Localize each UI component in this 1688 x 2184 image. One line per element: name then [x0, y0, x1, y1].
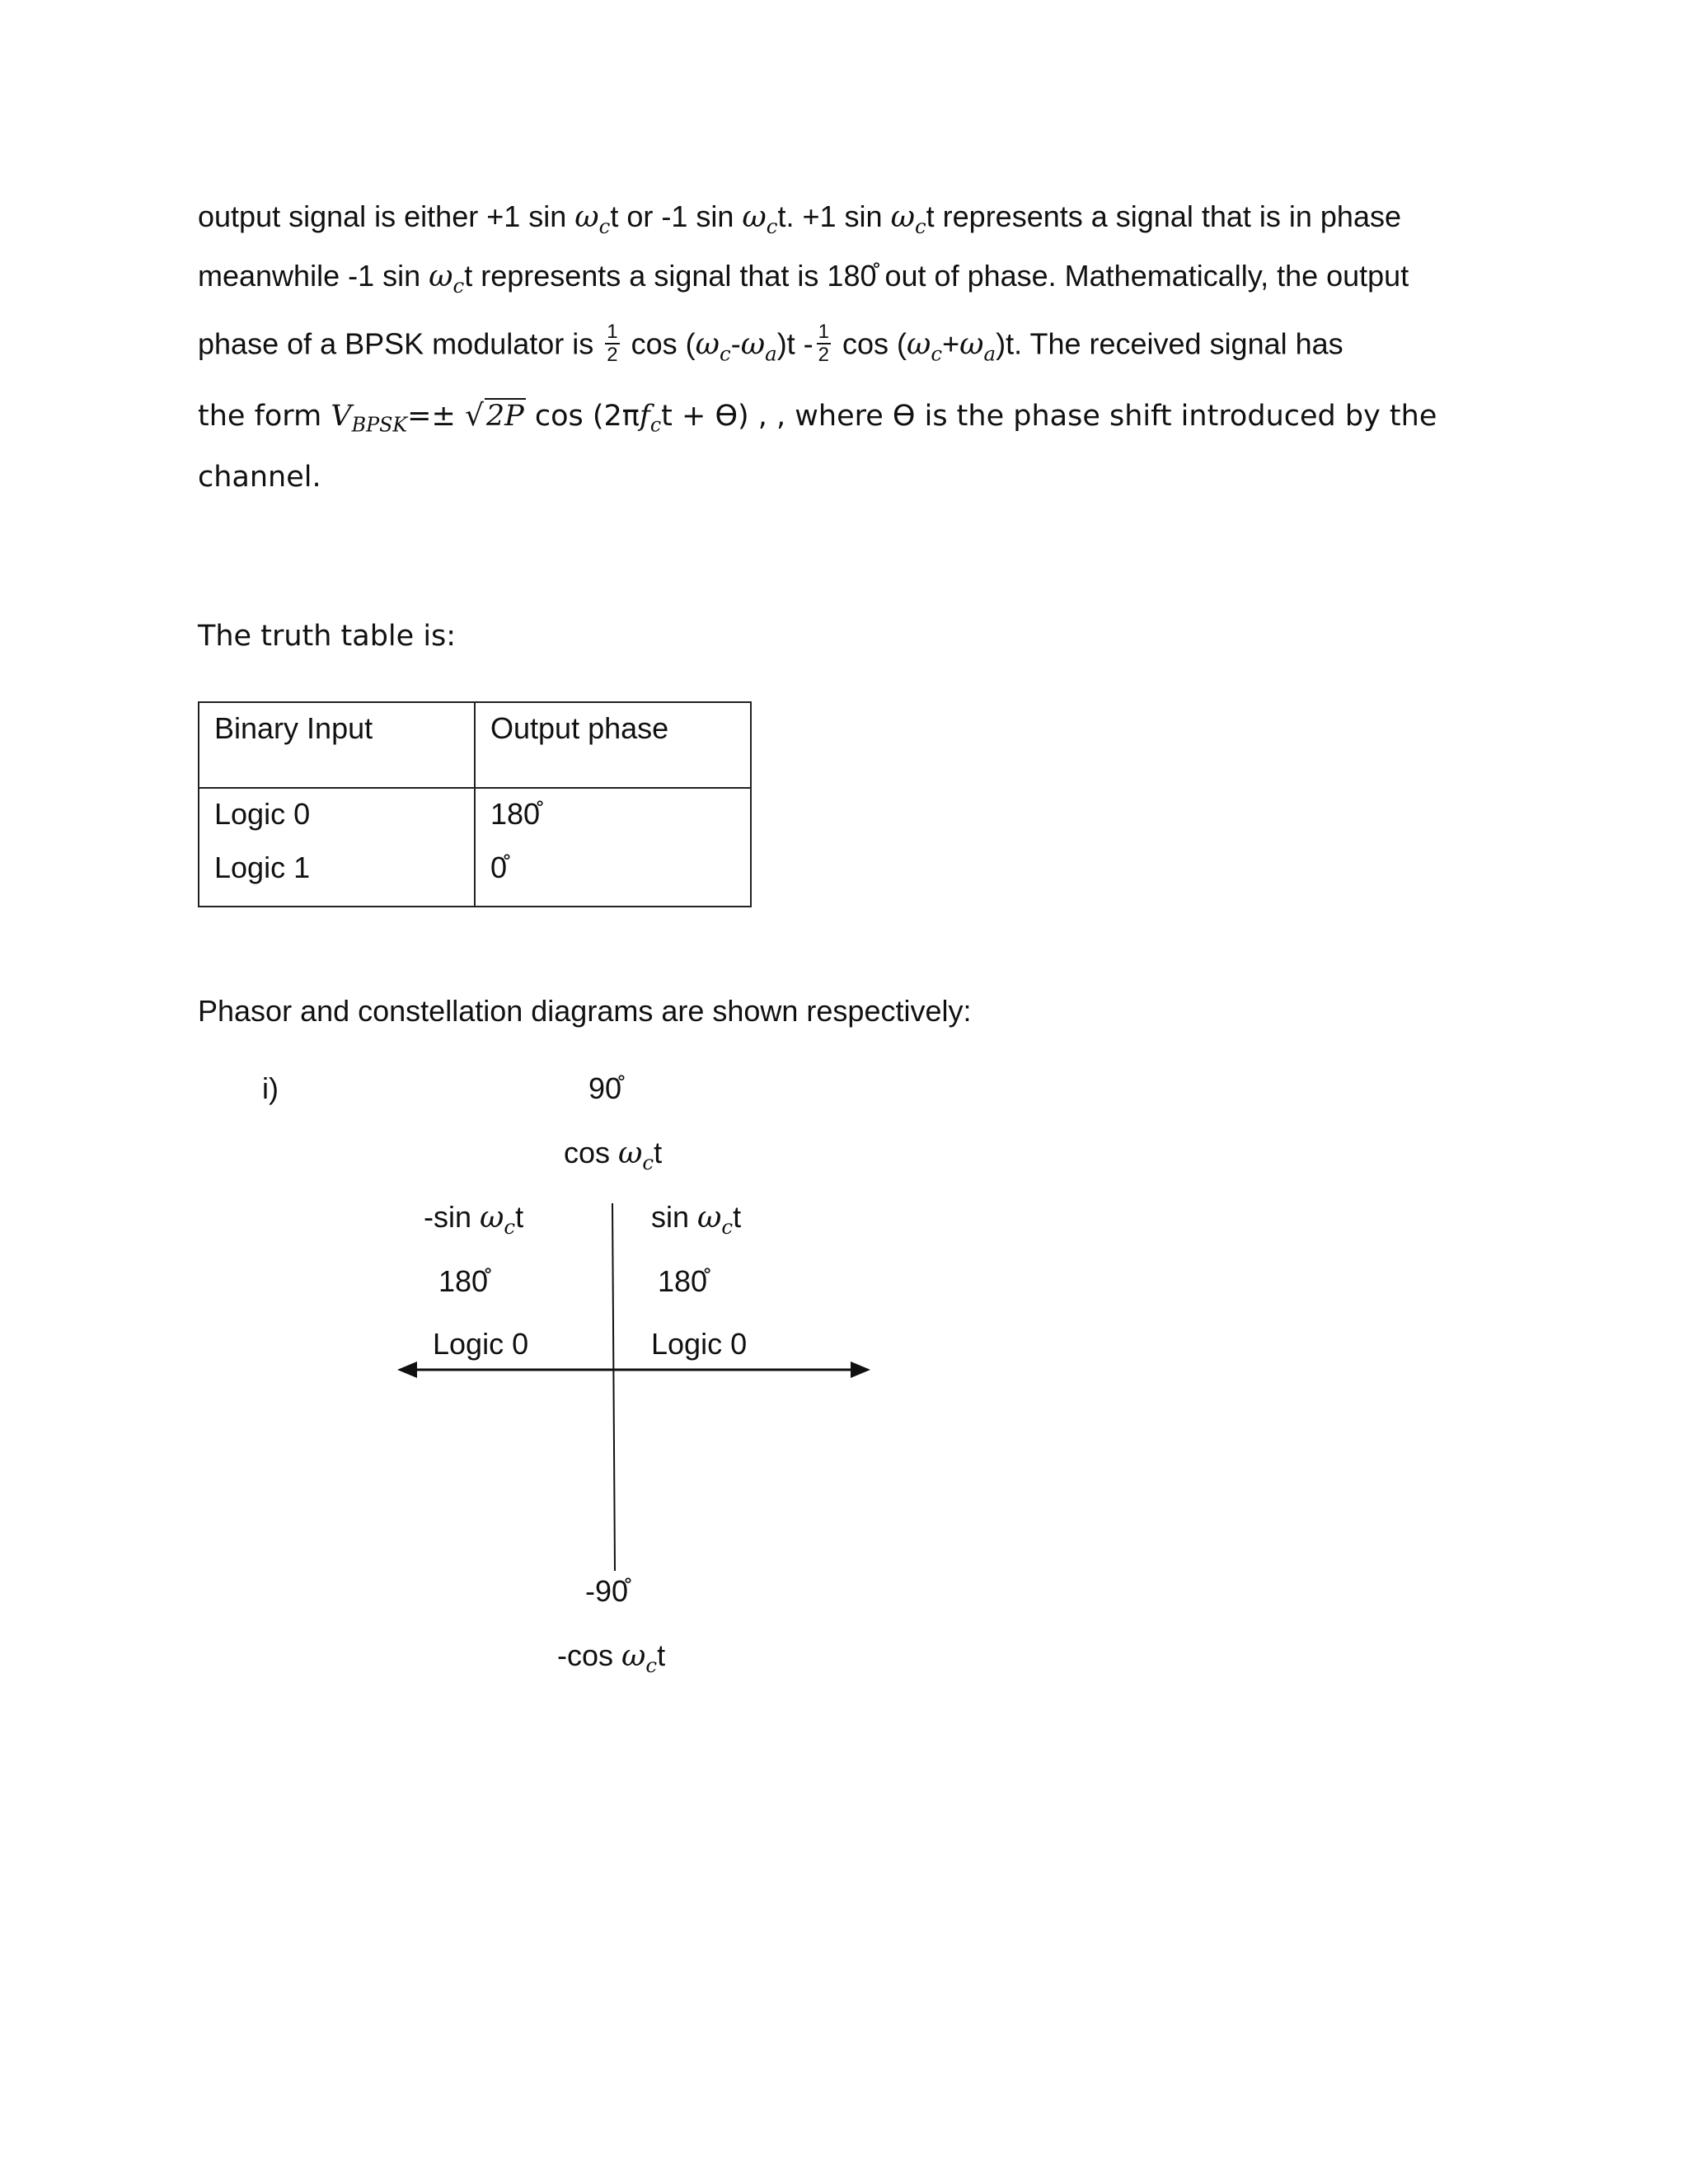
right-logic-label: Logic 0	[651, 1327, 748, 1361]
square-root: √2P	[464, 399, 524, 433]
phasor-section-title: Phasor and constellation diagrams are shown respectively:	[198, 994, 972, 1028]
right-axis-label: $\sin \omega_ct$	[651, 1200, 742, 1239]
header-output-phase: Output phase	[475, 702, 751, 788]
right-angle-label: 180̊	[658, 1264, 708, 1298]
table-cell: Logic 1	[199, 849, 475, 907]
left-arrowhead	[397, 1361, 417, 1378]
truth-table-title: The truth table is:	[198, 620, 457, 653]
paragraph-line-3: phase of a BPSK modulator is $\frac{1}{2}$ $\cos (\omega_c-\omega_a)t$ - $\frac{1}{2}$ $\cos (\omega_c+\omega_a)t$. The received signal has	[198, 321, 1343, 366]
item-label: i)	[262, 1071, 279, 1105]
paragraph-line-2: meanwhile -1 $\sin \omega_ct$ represents a signal that is 180̊ out of phase. Mathematically, the output	[198, 259, 1409, 298]
left-axis-label: -sin $\omega_ct$	[424, 1200, 524, 1239]
header-binary-input: Binary Input	[199, 702, 475, 788]
top-angle-label: 90̊	[588, 1071, 622, 1105]
vertical-axis	[612, 1203, 615, 1571]
right-arrowhead	[851, 1361, 870, 1378]
fraction-one-half: $\frac{1}{2}$	[607, 321, 618, 366]
fraction-one-half-2: $\frac{1}{2}$	[818, 321, 830, 366]
left-logic-label: Logic 0	[433, 1327, 529, 1361]
top-axis-label: $\cos \omega_ct$	[564, 1136, 663, 1174]
paragraph-line-5: channel.	[198, 461, 321, 494]
table-cell: 180̊	[475, 788, 751, 849]
left-angle-label: 180̊	[438, 1264, 489, 1298]
bottom-axis-label: -cos $\omega_ct$	[557, 1638, 666, 1677]
bottom-angle-label: -90̊	[585, 1574, 629, 1608]
table-cell: Logic 0	[199, 788, 475, 849]
paragraph-line-4: the form $V_{BPSK}=\pm √2P$ $\cos (2\pi f_ct + ϴ)$ , , where ϴ is the phase shift introduced by the	[198, 399, 1437, 437]
table-cell: 0̊	[475, 849, 751, 907]
paragraph-line-1: output signal is either +1 $\sin \omega_ct$ or -1 $\sin \omega_ct$. +1 $\sin \omega_ct$ represents a signal that is in phase	[198, 199, 1401, 238]
